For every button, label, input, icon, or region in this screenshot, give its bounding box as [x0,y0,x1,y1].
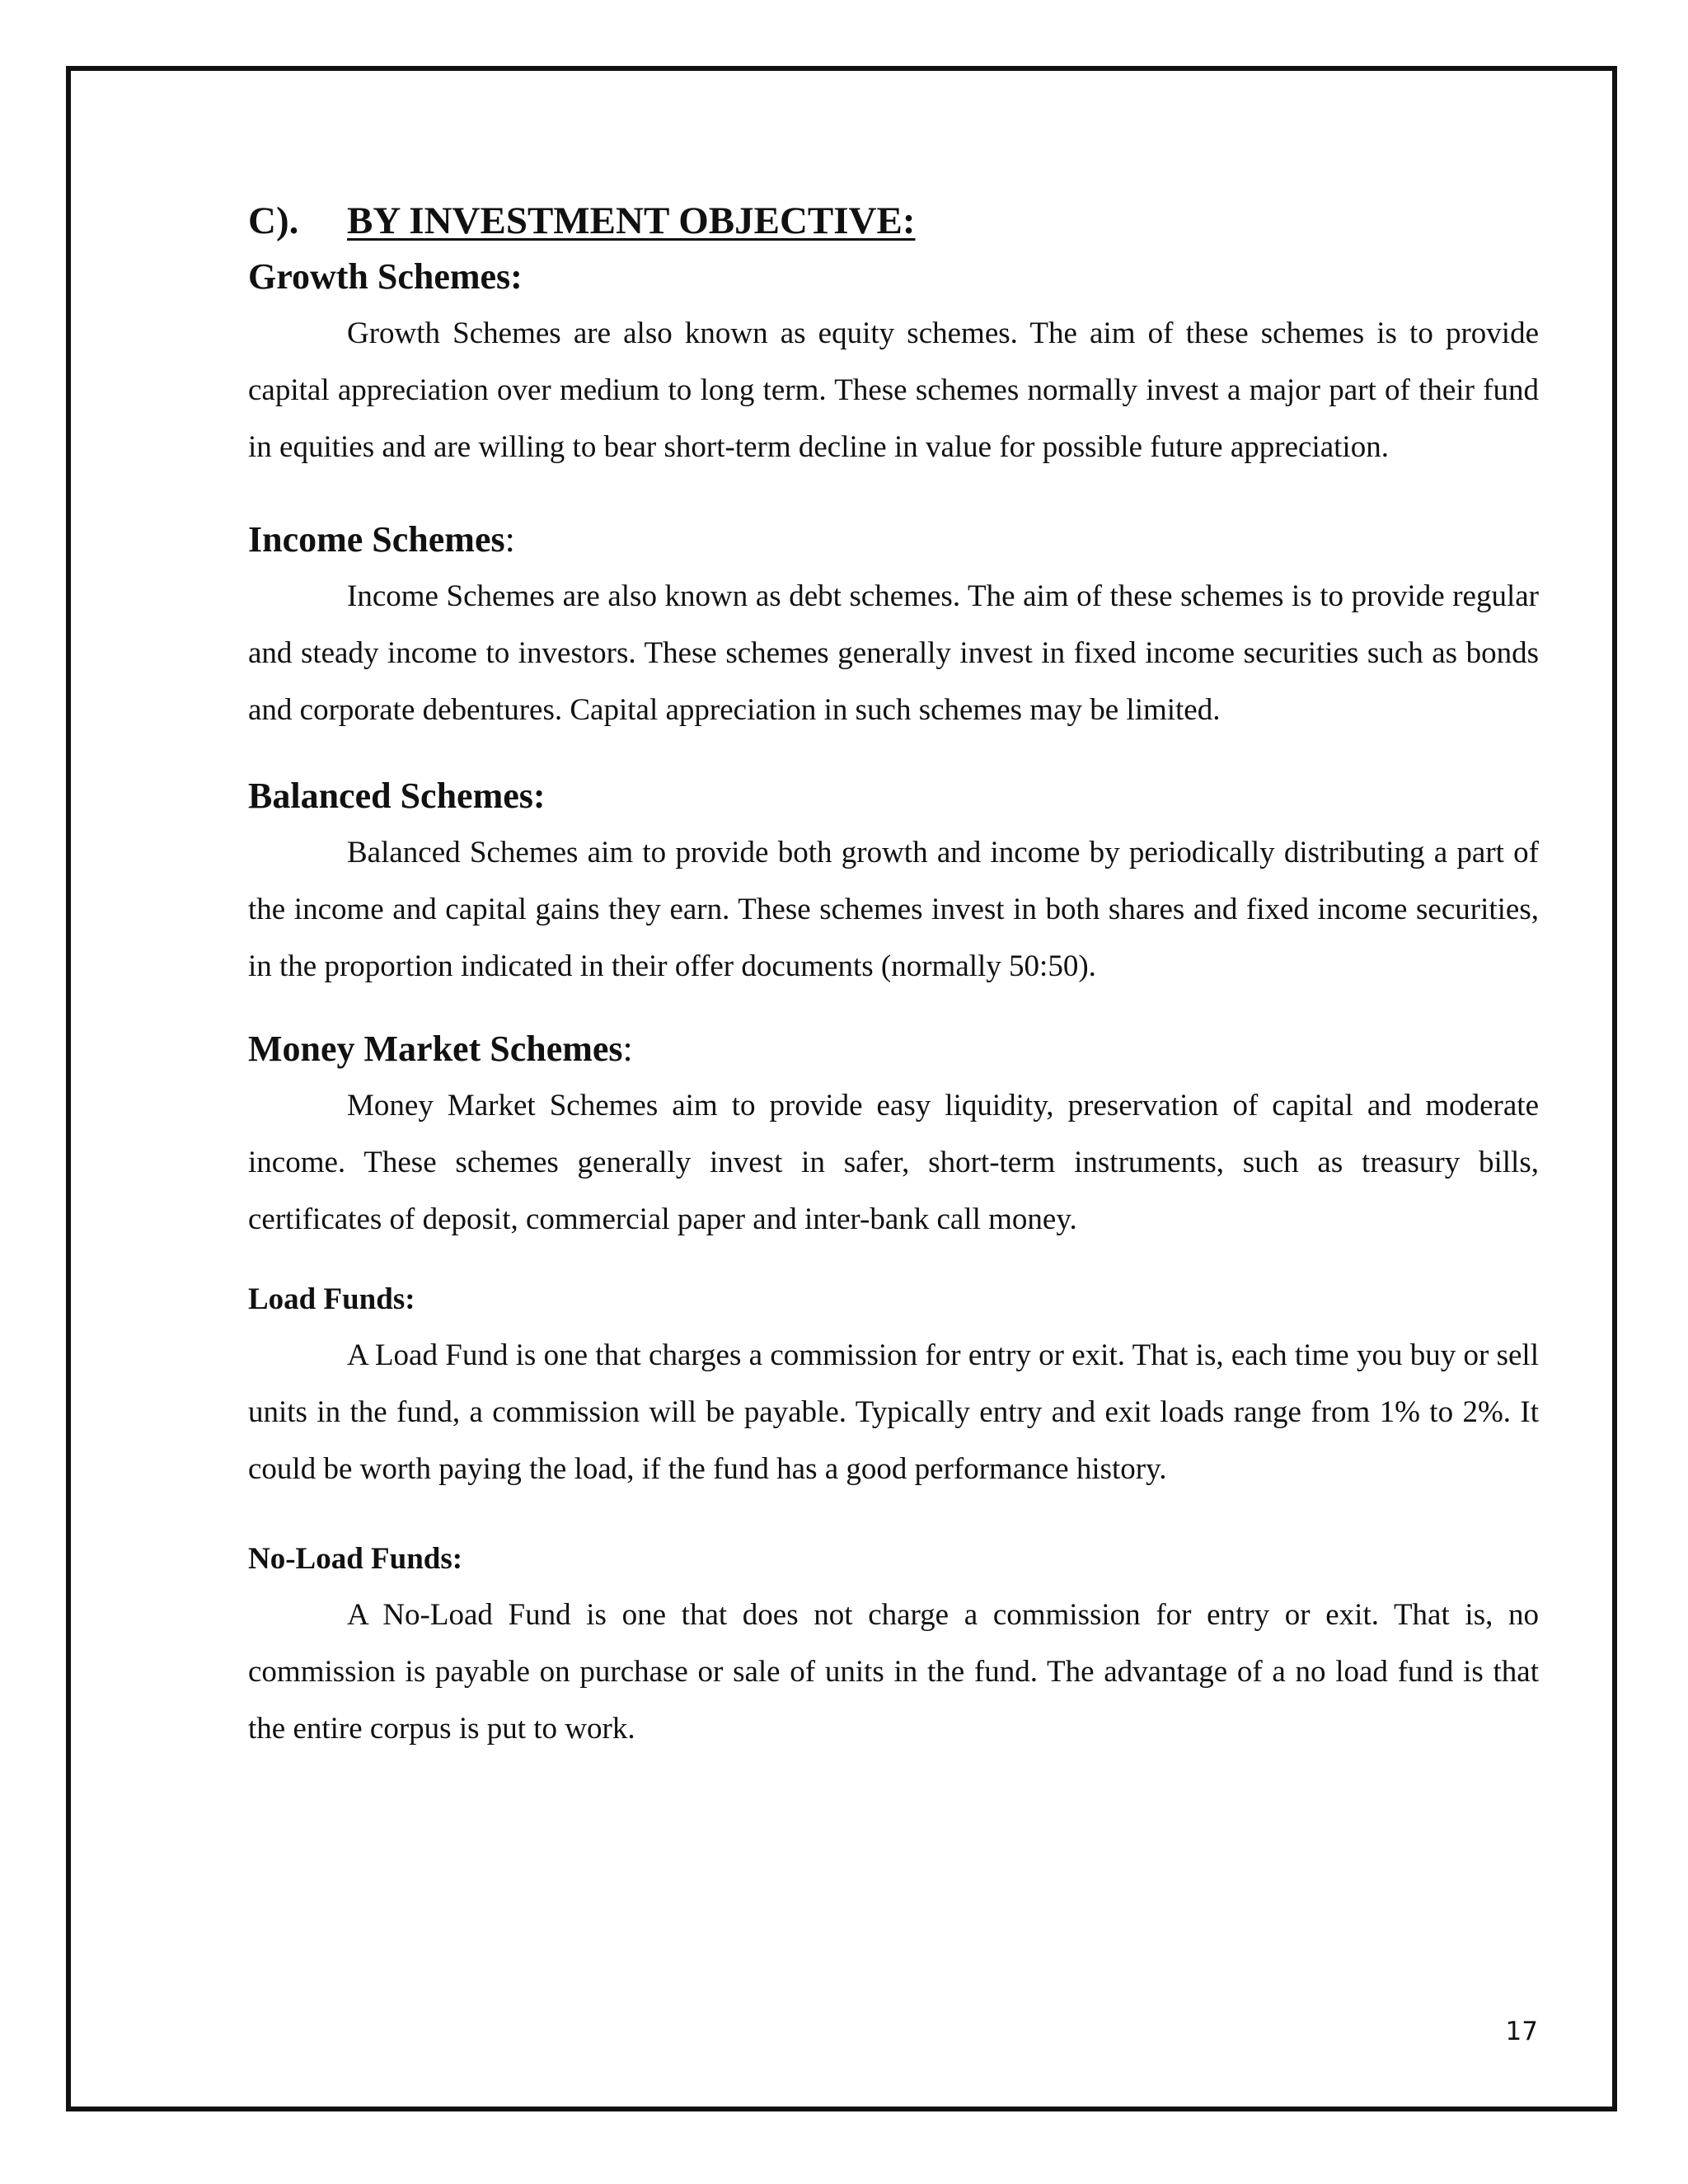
growth-paragraph: Growth Schemes are also known as equity schemes. The aim of these schemes is to provide capital appreciation over medium to long term. These schemes normally invest a major part of their fund in equities and are willing to bear short-term decline in value for possible future appreciation. [248,316,1539,464]
section-heading [248,196,1539,246]
income-heading-text: Income Schemes [248,519,505,560]
money-market-heading-colon: : [622,1029,633,1069]
section-number: C). [248,199,299,242]
income-heading-colon: : [504,519,515,560]
money-market-paragraph: Money Market Schemes aim to provide easy liquidity, preservation of capital and moderate income. These schemes generally invest in safer, short-term instruments, such as treasury bills, certificates of deposit, commercial paper and inter-bank call money. [248,1089,1539,1236]
income-heading [248,517,1539,563]
load-funds-heading: Load Funds: [248,1282,415,1316]
balanced-heading [248,773,1539,819]
growth-heading [248,254,1539,300]
balanced-heading-text: Balanced Schemes: [248,776,546,816]
no-load-funds-paragraph: A No-Load Fund is one that does not charge a commission for entry or exit. That is, no commission is payable on purchase or sale of units in the fund. The advantage of a no load fund is that the entire corpus is put to work. [248,1598,1539,1746]
growth-heading-text: Growth Schemes: [248,256,523,297]
section-title: BY INVESTMENT OBJECTIVE: [347,199,916,242]
load-funds-paragraph: A Load Fund is one that charges a commission for entry or exit. That is, each time you buy or sell units in the fund, a commission will be payable. Typically entry and exit loads range from 1% to 2%. It could be worth paying the load, if the fund has a good performance history. [248,1338,1539,1486]
page-number: 17 [1505,2017,1538,2046]
document-body [248,196,1539,1757]
money-market-heading-text: Money Market Schemes [248,1029,623,1069]
no-load-funds-heading: No-Load Funds: [248,1542,463,1576]
balanced-paragraph: Balanced Schemes aim to provide both growth and income by periodically distributing a part of the income and capital gains they earn. These schemes invest in both shares and fixed income securities, in the proportion indicated in their offer documents (normally 50:50). [248,836,1539,983]
money-market-heading [248,1026,1539,1072]
income-paragraph: Income Schemes are also known as debt schemes. The aim of these schemes is to provide regular and steady income to investors. These schemes generally invest in fixed income securities such as bonds and corporate debentures. Capital appreciation in such schemes may be limited. [248,579,1539,727]
